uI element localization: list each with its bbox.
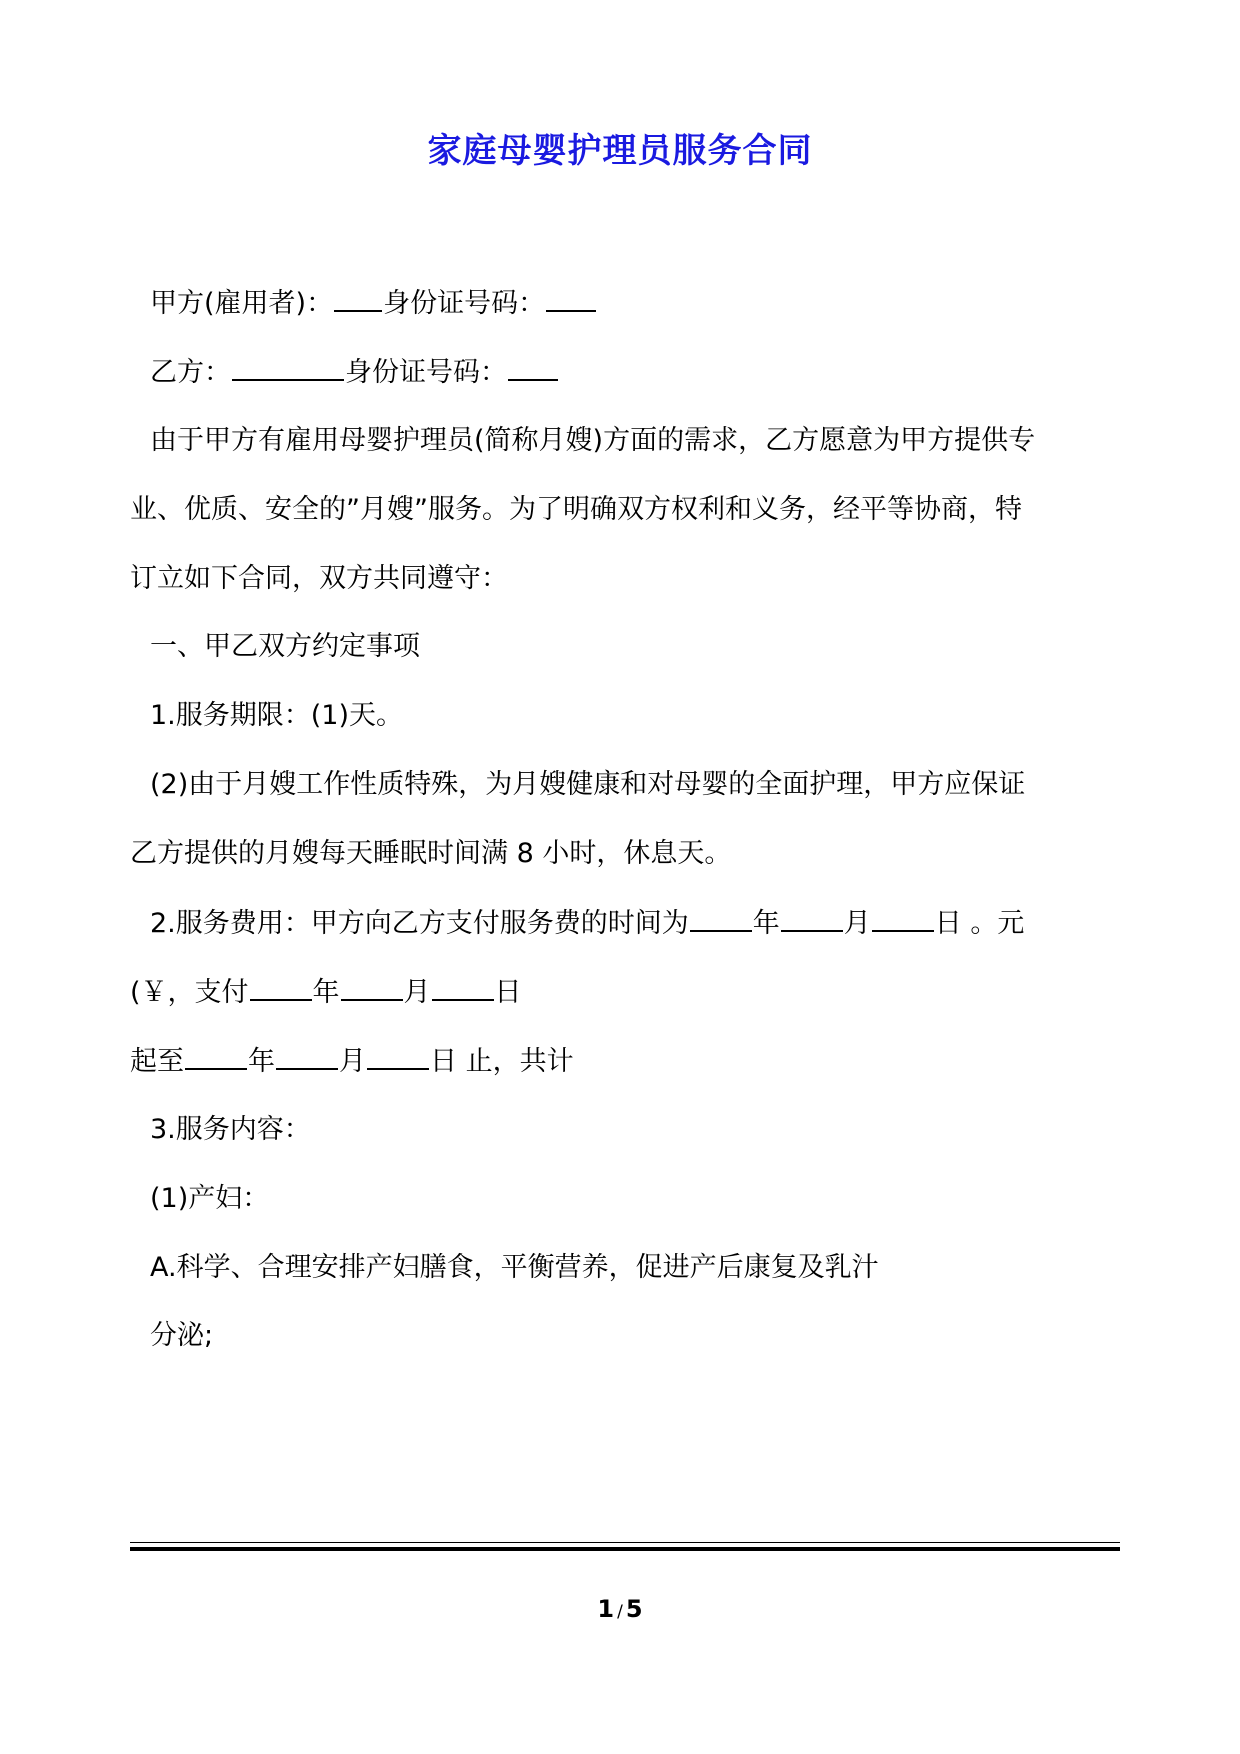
- item-2-line-3-suffix: 日 止，共计: [430, 1046, 574, 1077]
- item-1-service-period: 1.服务期限：(1)天。: [150, 700, 404, 731]
- party-a-label: 甲方(雇用者)：: [150, 288, 334, 319]
- party-a-id-label: 身份证号码：: [383, 288, 546, 319]
- start-year-blank: [250, 972, 312, 1001]
- start-month-unit: 月: [403, 977, 431, 1008]
- footer-divider-thick: [130, 1547, 1120, 1551]
- total-pages: 5: [625, 1595, 643, 1623]
- party-b-name-blank: [232, 352, 344, 381]
- item-2-prefix: 2.服务费用：甲方向乙方支付服务费的时间为: [150, 908, 689, 939]
- item-2-suffix: 日 。元: [934, 908, 1025, 939]
- party-a-name-blank: [334, 283, 382, 312]
- start-year-unit: 年: [312, 977, 340, 1008]
- end-day-blank: [367, 1041, 429, 1070]
- item-1-2-line-2: 乙方提供的月嫂每天睡眠时间满 8 小时，休息天。: [130, 838, 732, 869]
- item-2-fee-line-1: [130, 903, 1140, 944]
- pay-month-blank: [781, 903, 843, 932]
- pay-year-blank: [690, 903, 752, 932]
- page-separator: /: [617, 1602, 623, 1622]
- end-month-unit: 月: [339, 1046, 366, 1077]
- item-1-2-line-1: (2)由于月嫂工作性质特殊，为月嫂健康和对母婴的全面护理，甲方应保证: [150, 769, 1026, 800]
- item-3-a-line-1: A.科学、合理安排产妇膳食，平衡营养，促进产后康复及乳汁: [150, 1252, 879, 1283]
- party-a-id-blank: [546, 283, 596, 312]
- page-number: [0, 1594, 1240, 1627]
- party-b-id-label: 身份证号码：: [345, 357, 507, 388]
- pay-month-unit: 月: [843, 908, 871, 939]
- pay-year-unit: 年: [752, 908, 780, 939]
- party-b-id-blank: [508, 352, 558, 381]
- item-2-line-2-prefix: (￥，支付: [130, 977, 249, 1008]
- start-month-blank: [341, 972, 403, 1001]
- footer-divider-thin: [130, 1542, 1120, 1543]
- intro-paragraph-line-3: 订立如下合同，双方共同遵守：: [130, 563, 508, 594]
- item-3-1-mother: (1)产妇：: [150, 1183, 270, 1214]
- section-heading-1: 一、甲乙双方约定事项: [150, 631, 420, 662]
- party-a-line: [130, 283, 1140, 324]
- start-day-unit: 日: [494, 977, 522, 1008]
- item-2-fee-line-2: [130, 972, 1120, 1013]
- current-page: 1: [597, 1595, 615, 1623]
- pay-day-blank: [872, 903, 934, 932]
- party-b-line: [130, 352, 1140, 393]
- end-month-blank: [276, 1041, 338, 1070]
- item-2-fee-line-3: [130, 1041, 1120, 1082]
- item-3-a-line-2: 分泌;: [150, 1320, 214, 1351]
- item-3-service-content: 3.服务内容：: [150, 1114, 311, 1145]
- document-title: 家庭母婴护理员服务合同: [427, 131, 813, 171]
- party-b-label: 乙方：: [150, 357, 231, 388]
- end-year-unit: 年: [248, 1046, 275, 1077]
- end-year-blank: [185, 1041, 247, 1070]
- start-day-blank: [432, 972, 494, 1001]
- intro-paragraph-line-2: 业、优质、安全的”月嫂”服务。为了明确双方权利和义务，经平等协商，特: [130, 494, 1022, 525]
- item-2-line-3-prefix: 起至: [130, 1046, 184, 1077]
- intro-paragraph-line-1: 由于甲方有雇用母婴护理员(简称月嫂)方面的需求，乙方愿意为甲方提供专: [150, 425, 1036, 456]
